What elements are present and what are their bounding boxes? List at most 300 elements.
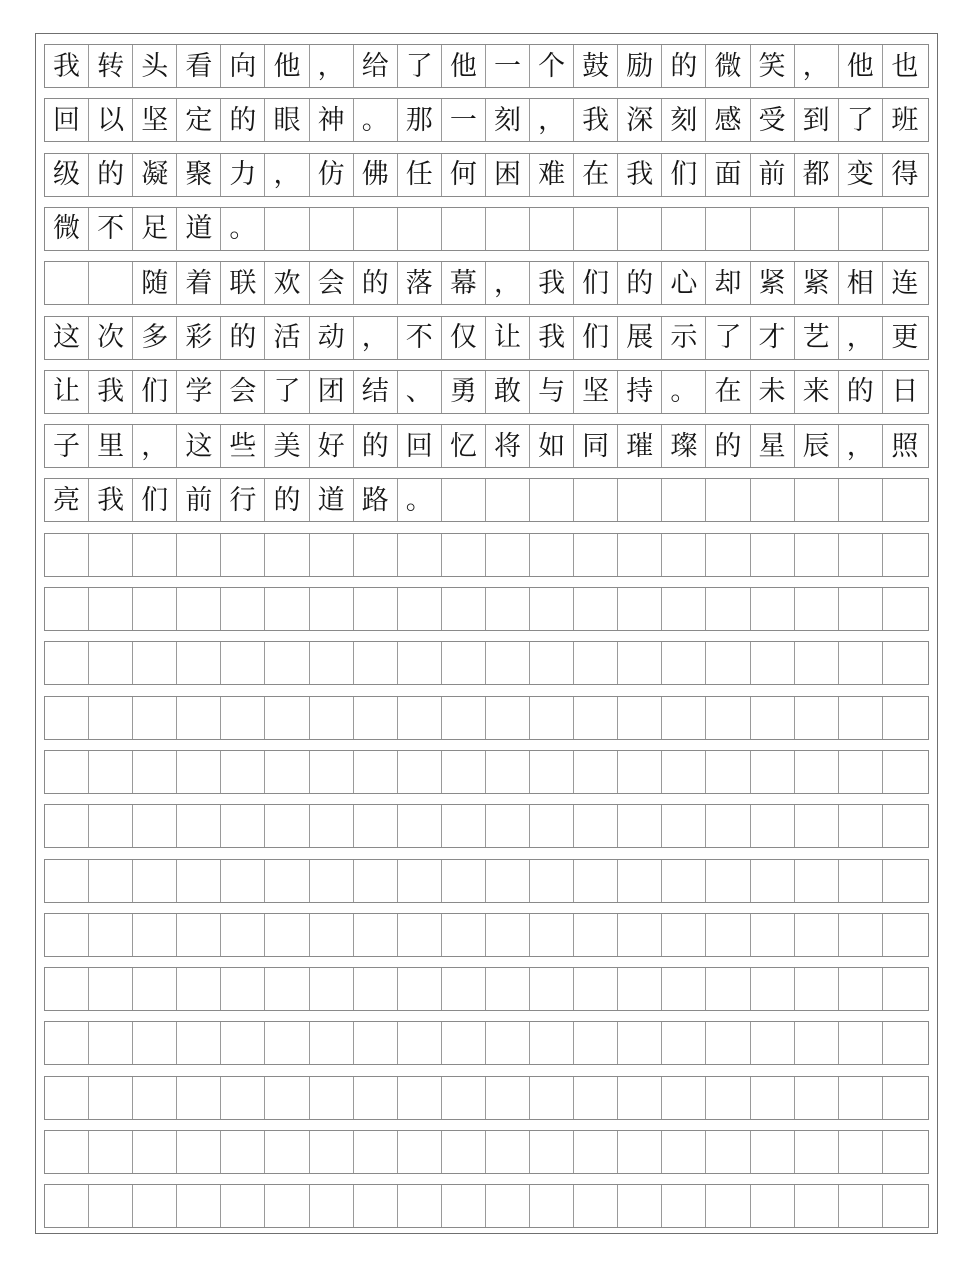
- grid-cell: 任: [398, 154, 442, 196]
- grid-cell: 让: [45, 371, 89, 413]
- grid-cell: 受: [751, 99, 795, 141]
- grid-cell: 刻: [486, 99, 530, 141]
- grid-cell: [398, 642, 442, 684]
- grid-cell: 那: [398, 99, 442, 141]
- grid-cell: 回: [45, 99, 89, 141]
- grid-row: [44, 424, 929, 468]
- grid-cell: [530, 968, 574, 1010]
- grid-cell: [45, 1185, 89, 1227]
- grid-cell: [706, 968, 750, 1010]
- grid-cell: 都: [795, 154, 839, 196]
- grid-cell: [530, 1077, 574, 1119]
- grid-cell: 的: [662, 45, 706, 87]
- grid-cell: 道: [177, 208, 221, 250]
- grid-cell: [751, 914, 795, 956]
- grid-cell: [177, 1131, 221, 1173]
- grid-cell: [883, 479, 927, 521]
- grid-cell: [442, 534, 486, 576]
- grid-cell: 将: [486, 425, 530, 467]
- grid-row: [44, 533, 929, 577]
- grid-cell: [574, 697, 618, 739]
- grid-cell: [310, 588, 354, 630]
- grid-cell: 敢: [486, 371, 530, 413]
- grid-cell: [706, 805, 750, 847]
- grid-cell: [662, 208, 706, 250]
- grid-cell: [706, 208, 750, 250]
- grid-cell: [177, 860, 221, 902]
- grid-cell: [706, 479, 750, 521]
- grid-cell: [795, 697, 839, 739]
- grid-cell: 的: [618, 262, 662, 304]
- grid-cell: 未: [751, 371, 795, 413]
- grid-cell: [706, 751, 750, 793]
- grid-cell: [133, 1131, 177, 1173]
- grid-cell: 转: [89, 45, 133, 87]
- grid-cell: 彩: [177, 317, 221, 359]
- grid-cell: 却: [706, 262, 750, 304]
- grid-cell: [795, 751, 839, 793]
- grid-row: [44, 316, 929, 360]
- grid-cell: 道: [310, 479, 354, 521]
- grid-cell: 个: [530, 45, 574, 87]
- grid-cell: [530, 1185, 574, 1227]
- grid-cell: [442, 751, 486, 793]
- grid-cell: ，: [530, 99, 574, 141]
- grid-cell: [839, 1131, 883, 1173]
- grid-cell: [486, 208, 530, 250]
- grid-cell: [221, 751, 265, 793]
- grid-cell: [398, 1022, 442, 1064]
- grid-cell: 、: [398, 371, 442, 413]
- grid-cell: [883, 751, 927, 793]
- grid-cell: [618, 1077, 662, 1119]
- grid-cell: [662, 1131, 706, 1173]
- grid-cell: [618, 534, 662, 576]
- grid-cell: ，: [839, 425, 883, 467]
- grid-cell: 困: [486, 154, 530, 196]
- grid-cell: [486, 968, 530, 1010]
- grid-cell: [221, 697, 265, 739]
- grid-cell: [398, 860, 442, 902]
- grid-cell: 佛: [354, 154, 398, 196]
- grid-cell: 我: [89, 479, 133, 521]
- grid-cell: [265, 914, 309, 956]
- grid-row: [44, 859, 929, 903]
- grid-cell: ，: [265, 154, 309, 196]
- grid-cell: 。: [662, 371, 706, 413]
- grid-row: [44, 967, 929, 1011]
- grid-cell: 了: [265, 371, 309, 413]
- grid-cell: [486, 860, 530, 902]
- grid-cell: 我: [530, 262, 574, 304]
- grid-cell: [486, 1131, 530, 1173]
- grid-cell: 同: [574, 425, 618, 467]
- grid-cell: [839, 479, 883, 521]
- grid-cell: [618, 1131, 662, 1173]
- grid-cell: [706, 642, 750, 684]
- grid-cell: [398, 914, 442, 956]
- grid-cell: 的: [221, 317, 265, 359]
- grid-cell: [795, 588, 839, 630]
- grid-cell: [442, 1022, 486, 1064]
- grid-cell: 与: [530, 371, 574, 413]
- grid-cell: [751, 751, 795, 793]
- grid-cell: 足: [133, 208, 177, 250]
- grid-cell: [45, 642, 89, 684]
- grid-cell: [89, 1131, 133, 1173]
- grid-cell: [89, 642, 133, 684]
- grid-cell: [574, 751, 618, 793]
- grid-cell: [883, 914, 927, 956]
- grid-cell: 结: [354, 371, 398, 413]
- grid-cell: 联: [221, 262, 265, 304]
- grid-cell: 更: [891, 322, 919, 353]
- grid-cell: 给: [354, 45, 398, 87]
- grid-cell: [265, 968, 309, 1010]
- grid-row: [44, 913, 929, 957]
- grid-cell: [398, 1185, 442, 1227]
- grid-cell: [706, 860, 750, 902]
- grid-cell: [45, 751, 89, 793]
- grid-cell: [89, 860, 133, 902]
- grid-cell: [45, 1131, 89, 1173]
- grid-cell: ，: [354, 317, 398, 359]
- grid-cell: [177, 697, 221, 739]
- grid-cell: [618, 208, 662, 250]
- grid-cell: [133, 1077, 177, 1119]
- grid-row: [44, 207, 929, 251]
- grid-cell: [751, 588, 795, 630]
- grid-cell: [795, 968, 839, 1010]
- grid-cell: [354, 751, 398, 793]
- grid-cell: 感: [706, 99, 750, 141]
- grid-cell: [354, 534, 398, 576]
- grid-cell: 看: [177, 45, 221, 87]
- grid-cell: [398, 588, 442, 630]
- grid-cell: [662, 642, 706, 684]
- grid-cell: 次: [89, 317, 133, 359]
- grid-cell: 展: [618, 317, 662, 359]
- grid-cell: [221, 860, 265, 902]
- grid-cell: [795, 805, 839, 847]
- grid-cell: [265, 1131, 309, 1173]
- grid-cell: [133, 534, 177, 576]
- grid-cell: [883, 860, 927, 902]
- grid-cell: [221, 805, 265, 847]
- grid-cell: [89, 968, 133, 1010]
- grid-cell: [221, 534, 265, 576]
- grid-cell: 向: [221, 45, 265, 87]
- grid-row: [44, 98, 929, 142]
- grid-cell: [310, 642, 354, 684]
- grid-cell: 一: [486, 45, 530, 87]
- grid-cell: [662, 1022, 706, 1064]
- grid-cell: [751, 642, 795, 684]
- grid-cell: [265, 1077, 309, 1119]
- grid-cell: 我: [618, 154, 662, 196]
- grid-cell: [574, 968, 618, 1010]
- grid-cell: 幕: [442, 262, 486, 304]
- grid-cell: [751, 479, 795, 521]
- grid-cell: [618, 914, 662, 956]
- grid-cell: 眼: [265, 99, 309, 141]
- grid-cell: [662, 805, 706, 847]
- grid-cell: 紧: [795, 262, 839, 304]
- grid-row: [44, 587, 929, 631]
- grid-cell: 微: [45, 208, 89, 250]
- grid-cell: 凝: [133, 154, 177, 196]
- grid-cell: 深: [618, 99, 662, 141]
- grid-cell: 班: [891, 104, 919, 136]
- grid-cell: [839, 697, 883, 739]
- grid-cell: [177, 914, 221, 956]
- grid-cell: 鼓: [574, 45, 618, 87]
- grid-cell: 。: [221, 208, 265, 250]
- grid-cell: 我: [574, 99, 618, 141]
- grid-cell: [133, 642, 177, 684]
- grid-cell: [265, 805, 309, 847]
- grid-cell: [310, 1077, 354, 1119]
- grid-cell: 的: [839, 371, 883, 413]
- grid-cell: ，: [795, 45, 839, 87]
- grid-cell: 回: [398, 425, 442, 467]
- grid-cell: [530, 479, 574, 521]
- grid-cell: [883, 588, 927, 630]
- grid-cell: [354, 1131, 398, 1173]
- grid-cell: [486, 1022, 530, 1064]
- grid-cell: [618, 642, 662, 684]
- grid-cell: [662, 1077, 706, 1119]
- grid-cell: [706, 914, 750, 956]
- grid-cell: [795, 1131, 839, 1173]
- grid-cell: [265, 534, 309, 576]
- grid-cell: [486, 534, 530, 576]
- grid-cell: [177, 1185, 221, 1227]
- grid-cell: 璨: [662, 425, 706, 467]
- grid-cell: 坚: [133, 99, 177, 141]
- grid-row: [44, 261, 929, 305]
- grid-cell: [574, 1131, 618, 1173]
- grid-cell: 们: [574, 262, 618, 304]
- grid-cell: [442, 914, 486, 956]
- grid-cell: [530, 805, 574, 847]
- grid-cell: [574, 914, 618, 956]
- grid-cell: [310, 697, 354, 739]
- grid-cell: [45, 1022, 89, 1064]
- grid-cell: [221, 914, 265, 956]
- grid-cell: [177, 751, 221, 793]
- grid-cell: 仅: [442, 317, 486, 359]
- grid-cell: [45, 914, 89, 956]
- grid-cell: 艺: [795, 317, 839, 359]
- grid-cell: [398, 968, 442, 1010]
- grid-cell: [221, 642, 265, 684]
- grid-cell: [618, 860, 662, 902]
- grid-cell: [354, 1185, 398, 1227]
- grid-cell: 我: [89, 371, 133, 413]
- grid-cell: [486, 805, 530, 847]
- grid-cell: 了: [398, 45, 442, 87]
- grid-cell: [310, 914, 354, 956]
- grid-cell: 面: [706, 154, 750, 196]
- grid-cell: [883, 208, 927, 250]
- grid-cell: [354, 805, 398, 847]
- grid-cell: [354, 697, 398, 739]
- grid-cell: [133, 860, 177, 902]
- grid-row: [44, 641, 929, 685]
- grid-cell: 的: [706, 425, 750, 467]
- grid-cell: ，: [310, 45, 354, 87]
- grid-cell: [45, 262, 89, 304]
- grid-cell: 才: [751, 317, 795, 359]
- grid-cell: [795, 860, 839, 902]
- grid-cell: [839, 805, 883, 847]
- grid-cell: [354, 208, 398, 250]
- grid-cell: [221, 1131, 265, 1173]
- grid-cell: 团: [310, 371, 354, 413]
- grid-cell: 学: [177, 371, 221, 413]
- grid-cell: 动: [310, 317, 354, 359]
- grid-cell: 星: [751, 425, 795, 467]
- grid-cell: [45, 968, 89, 1010]
- grid-cell: 我: [45, 45, 89, 87]
- writing-paper-sheet: [35, 33, 938, 1234]
- grid-cell: [89, 1022, 133, 1064]
- grid-row: [44, 696, 929, 740]
- grid-cell: 的: [354, 425, 398, 467]
- grid-cell: [265, 642, 309, 684]
- grid-cell: [706, 534, 750, 576]
- grid-cell: [883, 1131, 927, 1173]
- grid-cell: [883, 805, 927, 847]
- grid-cell: [662, 479, 706, 521]
- grid-cell: [310, 1131, 354, 1173]
- grid-cell: [795, 642, 839, 684]
- grid-cell: [354, 968, 398, 1010]
- grid-cell: 活: [265, 317, 309, 359]
- grid-cell: 们: [133, 371, 177, 413]
- grid-cell: [574, 588, 618, 630]
- grid-cell: [618, 1022, 662, 1064]
- grid-cell: [795, 534, 839, 576]
- grid-cell: 不: [89, 208, 133, 250]
- grid-cell: 路: [354, 479, 398, 521]
- grid-cell: [45, 697, 89, 739]
- grid-cell: 笑: [751, 45, 795, 87]
- grid-cell: 头: [133, 45, 177, 87]
- grid-cell: [574, 860, 618, 902]
- grid-cell: [530, 751, 574, 793]
- grid-cell: [265, 697, 309, 739]
- grid-cell: 的: [354, 262, 398, 304]
- grid-cell: [442, 1077, 486, 1119]
- grid-cell: 着: [177, 262, 221, 304]
- grid-cell: [662, 534, 706, 576]
- grid-cell: [486, 697, 530, 739]
- grid-cell: [618, 588, 662, 630]
- grid-cell: [310, 1022, 354, 1064]
- grid-cell: 多: [133, 317, 177, 359]
- grid-cell: [706, 1131, 750, 1173]
- grid-cell: 前: [751, 154, 795, 196]
- grid-cell: 。: [354, 99, 398, 141]
- grid-cell: [795, 1077, 839, 1119]
- grid-cell: [530, 534, 574, 576]
- grid-cell: [574, 805, 618, 847]
- grid-row: [44, 1076, 929, 1120]
- grid-cell: 这: [45, 317, 89, 359]
- grid-cell: 亮: [45, 479, 89, 521]
- grid-cell: [89, 697, 133, 739]
- grid-cell: 璀: [618, 425, 662, 467]
- grid-cell: [398, 805, 442, 847]
- grid-cell: [751, 534, 795, 576]
- grid-cell: [89, 588, 133, 630]
- grid-cell: [354, 588, 398, 630]
- grid-cell: [839, 751, 883, 793]
- grid-cell: [751, 1185, 795, 1227]
- grid-cell: 的: [221, 99, 265, 141]
- grid-cell: [706, 1022, 750, 1064]
- grid-cell: [177, 968, 221, 1010]
- grid-cell: [618, 968, 662, 1010]
- grid-cell: [883, 534, 927, 576]
- grid-cell: [265, 751, 309, 793]
- grid-cell: [177, 1022, 221, 1064]
- grid-cell: [662, 697, 706, 739]
- grid-cell: 我: [530, 317, 574, 359]
- grid-cell: [839, 534, 883, 576]
- grid-cell: [795, 914, 839, 956]
- grid-cell: [89, 751, 133, 793]
- grid-cell: [883, 642, 927, 684]
- grid-cell: [751, 860, 795, 902]
- grid-cell: 不: [398, 317, 442, 359]
- grid-cell: 相: [839, 262, 883, 304]
- grid-cell: [751, 968, 795, 1010]
- grid-cell: 们: [133, 479, 177, 521]
- grid-cell: [574, 642, 618, 684]
- grid-row: [44, 1184, 929, 1228]
- grid-cell: 何: [442, 154, 486, 196]
- grid-cell: [310, 968, 354, 1010]
- grid-cell: 神: [310, 99, 354, 141]
- grid-cell: [354, 642, 398, 684]
- grid-cell: 变: [839, 154, 883, 196]
- grid-cell: [442, 1185, 486, 1227]
- grid-cell: [310, 805, 354, 847]
- grid-cell: [133, 805, 177, 847]
- grid-cell: [89, 805, 133, 847]
- grid-cell: [265, 1185, 309, 1227]
- grid-cell: [662, 860, 706, 902]
- grid-cell: [221, 1185, 265, 1227]
- grid-cell: [133, 1185, 177, 1227]
- grid-row: [44, 370, 929, 414]
- grid-cell: [883, 1185, 927, 1227]
- grid-cell: ，: [133, 425, 177, 467]
- grid-cell: 在: [706, 371, 750, 413]
- grid-cell: [618, 697, 662, 739]
- grid-cell: 刻: [662, 99, 706, 141]
- grid-cell: [442, 968, 486, 1010]
- grid-cell: [618, 479, 662, 521]
- grid-cell: 紧: [751, 262, 795, 304]
- grid-cell: [398, 208, 442, 250]
- grid-cell: 聚: [177, 154, 221, 196]
- grid-cell: [310, 751, 354, 793]
- grid-cell: 得: [891, 159, 919, 191]
